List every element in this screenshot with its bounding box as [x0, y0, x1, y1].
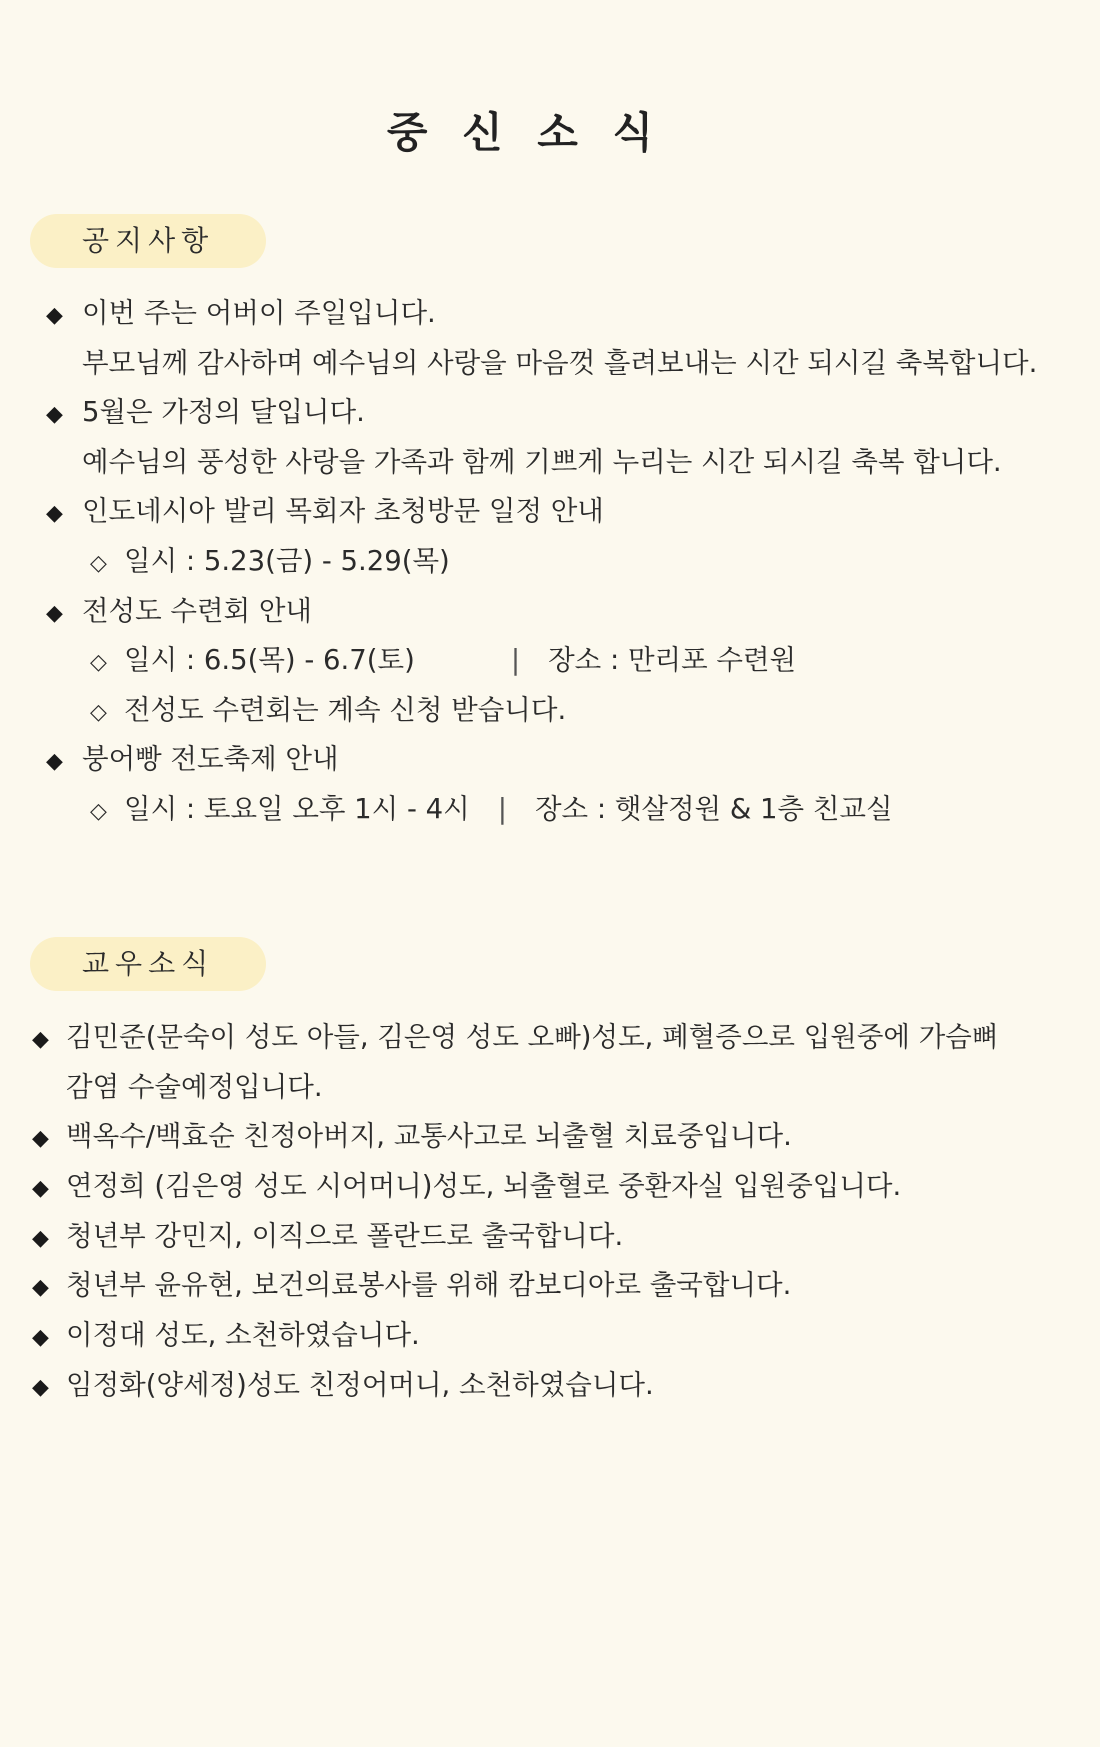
notice-sub-item — [46, 537, 1056, 587]
notice-sub-text: 일시 : 토요일 오후 1시 - 4시 — [124, 792, 470, 825]
news-item-text: 백옥수/백효순 친정아버지, 교통사고로 뇌출혈 치료중입니다. — [66, 1120, 792, 1153]
diamond-bullet-icon: ◆ — [32, 1027, 49, 1052]
news-item-text: 김민준(문숙이 성도 아들, 김은영 성도 오빠)성도, 폐혈증으로 입원중에 가슴뼈 — [66, 1021, 999, 1053]
notice-item-text: 이번 주는 어버이 주일입니다. — [82, 297, 436, 329]
list-item — [32, 1361, 1062, 1411]
notice-item-text: 인도네시아 발리 목회자 초청방문 일정 안내 — [82, 495, 604, 528]
diamond-bullet-icon: ◆ — [32, 1126, 49, 1152]
list-item — [32, 1311, 1062, 1361]
hollow-diamond-icon: ◇ — [90, 798, 107, 824]
notice-sub-item — [46, 686, 1056, 736]
news-item-text: 청년부 윤유현, 보건의료봉사를 위해 캄보디아로 출국합니다. — [66, 1269, 792, 1302]
news-item-text: 연정희 (김은영 성도 시어머니)성도, 뇌출혈로 중환자실 입원중입니다. — [66, 1170, 902, 1203]
hollow-diamond-icon: ◇ — [90, 550, 107, 576]
news-list — [32, 1013, 1062, 1411]
notice-item-text: 5월은 가정의 달입니다. — [82, 396, 365, 429]
notice-sub-text: 장소 : 햇살정원 & 1층 친교실 — [534, 792, 893, 825]
diamond-bullet-icon: ◆ — [46, 600, 63, 626]
news-section-heading: 교우소식 — [30, 937, 266, 991]
list-item — [46, 289, 1056, 339]
notice-item-text: 붕어빵 전도축제 안내 — [82, 743, 339, 776]
separator: | — [497, 792, 507, 825]
diamond-bullet-icon: ◆ — [46, 749, 63, 775]
list-item — [46, 388, 1056, 438]
news-item-text: 청년부 강민지, 이직으로 폴란드로 출국합니다. — [66, 1219, 624, 1252]
list-item — [32, 1162, 1062, 1212]
notice-sub-text: 전성도 수련회는 계속 신청 받습니다. — [124, 693, 567, 726]
list-item — [46, 487, 1056, 537]
diamond-bullet-icon: ◆ — [46, 501, 63, 527]
notice-section-heading: 공지사항 — [30, 214, 266, 268]
diamond-bullet-icon: ◆ — [32, 1225, 49, 1251]
list-item — [32, 1112, 1062, 1162]
list-item — [32, 1212, 1062, 1262]
notice-item-continuation: 부모님께 감사하며 예수님의 사랑을 마음껏 흘려보내는 시간 되시길 축복합니다. — [82, 346, 1038, 379]
page-title: 중 신 소 식 — [386, 108, 664, 157]
diamond-bullet-icon: ◆ — [46, 303, 63, 328]
news-item-text: 임정화(양세정)성도 친정어머니, 소천하였습니다. — [66, 1368, 654, 1401]
notice-item-text: 전성도 수련회 안내 — [82, 594, 313, 627]
news-item-continuation: 감염 수술예정입니다. — [66, 1070, 323, 1103]
hollow-diamond-icon: ◇ — [90, 699, 107, 725]
list-item — [32, 1261, 1062, 1311]
list-item — [32, 1013, 1062, 1063]
notice-sub-item — [46, 785, 1056, 835]
notice-item-continuation: 예수님의 풍성한 사랑을 가족과 함께 기쁘게 누리는 시간 되시길 축복 합니다. — [82, 445, 1002, 478]
list-item — [46, 735, 1056, 785]
diamond-bullet-icon: ◆ — [32, 1176, 49, 1202]
news-item-text: 이정대 성도, 소천하였습니다. — [66, 1319, 420, 1352]
notice-sub-text: 일시 : 5.23(금) - 5.29(목) — [124, 544, 450, 577]
notice-sub-item — [46, 636, 1056, 686]
diamond-bullet-icon: ◆ — [32, 1275, 49, 1301]
notice-list — [46, 289, 1056, 835]
diamond-bullet-icon: ◆ — [46, 402, 63, 428]
list-item — [46, 587, 1056, 637]
hollow-diamond-icon: ◇ — [90, 650, 107, 676]
separator: | — [510, 644, 521, 677]
diamond-bullet-icon: ◆ — [32, 1374, 49, 1400]
notice-sub-text: 일시 : 6.5(목) - 6.7(토) — [124, 644, 415, 677]
notice-sub-text: 장소 : 만리포 수련원 — [548, 644, 797, 677]
diamond-bullet-icon: ◆ — [32, 1325, 49, 1351]
